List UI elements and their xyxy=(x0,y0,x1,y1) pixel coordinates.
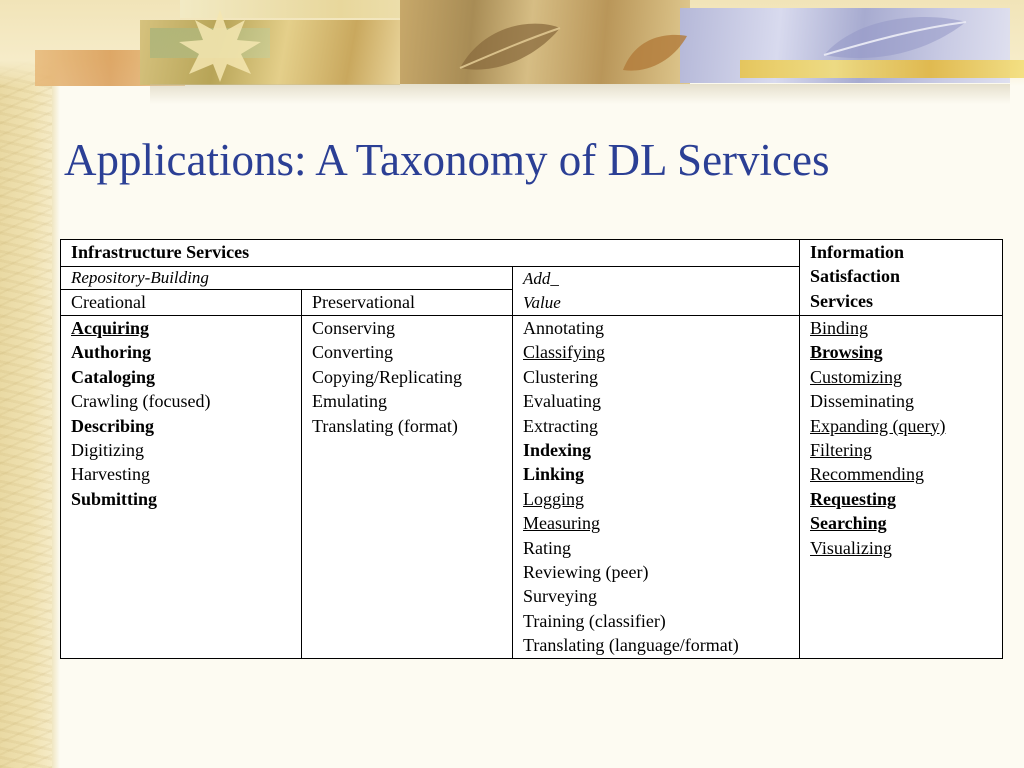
service-item: Describing xyxy=(71,415,154,436)
service-item: Cataloging xyxy=(71,366,156,387)
service-item[interactable]: Recommending xyxy=(810,464,924,485)
slide-title: Applications: A Taxonomy of DL Services xyxy=(64,135,830,185)
leaf-icon xyxy=(620,30,690,75)
service-item: Submitting xyxy=(71,488,158,509)
service-item: Copying/Replicating xyxy=(312,366,462,387)
maple-leaf-icon xyxy=(175,8,265,83)
service-item[interactable]: Requesting xyxy=(810,488,897,509)
service-item: Disseminating xyxy=(810,391,914,412)
infrastructure-services-header: Infrastructure Services xyxy=(61,240,800,267)
add-value-services-list xyxy=(513,316,800,659)
leaf-collage-banner xyxy=(0,0,1024,110)
service-item: Translating (format) xyxy=(312,415,458,436)
creational-services-list xyxy=(61,316,302,659)
service-item[interactable]: Classifying xyxy=(523,342,606,363)
service-item: Harvesting xyxy=(71,464,150,485)
service-item[interactable]: Logging xyxy=(523,488,584,509)
service-item: Surveying xyxy=(523,586,597,607)
service-item: Training (classifier) xyxy=(523,610,666,631)
service-item: Converting xyxy=(312,342,393,363)
service-item[interactable]: Customizing xyxy=(810,366,903,387)
header-line: Add_ xyxy=(523,269,559,288)
information-satisfaction-services-list xyxy=(800,316,1003,659)
header-line: Value xyxy=(523,293,561,312)
service-item: Linking xyxy=(523,464,585,485)
service-item[interactable]: Filtering xyxy=(810,440,872,461)
service-item: Rating xyxy=(523,537,571,558)
service-item: Emulating xyxy=(312,391,387,412)
header-line: Information xyxy=(810,242,904,262)
service-item[interactable]: Binding xyxy=(810,318,869,338)
service-item: Clustering xyxy=(523,366,598,387)
service-item[interactable]: Browsing xyxy=(810,342,883,363)
preservational-services-list xyxy=(302,316,513,659)
service-item[interactable]: Measuring xyxy=(523,513,600,534)
service-item: Annotating xyxy=(523,318,604,338)
service-item: Conserving xyxy=(312,318,395,338)
header-line: Satisfaction xyxy=(810,266,900,287)
service-item: Digitizing xyxy=(71,440,144,461)
service-item: Extracting xyxy=(523,415,598,436)
leaf-icon xyxy=(455,18,565,78)
leaf-icon xyxy=(820,10,970,65)
parchment-left-border xyxy=(0,0,52,768)
service-item: Reviewing (peer) xyxy=(523,562,649,583)
add-value-header xyxy=(513,267,800,316)
taxonomy-table xyxy=(60,239,1003,659)
service-item[interactable]: Expanding (query) xyxy=(810,415,946,436)
repository-building-header: Repository-Building xyxy=(61,267,513,290)
service-item: Authoring xyxy=(71,342,152,363)
service-item: Indexing xyxy=(523,440,592,461)
banner-shadow xyxy=(150,84,1010,104)
preservational-header: Preservational xyxy=(302,290,513,316)
service-item[interactable]: Visualizing xyxy=(810,537,892,558)
service-item: Evaluating xyxy=(523,391,601,412)
creational-header: Creational xyxy=(61,290,302,316)
header-line: Services xyxy=(810,290,873,311)
service-item[interactable]: Searching xyxy=(810,513,887,534)
service-item[interactable]: Acquiring xyxy=(71,318,150,338)
service-item: Translating (language/format) xyxy=(523,635,739,656)
service-item: Crawling (focused) xyxy=(71,391,211,412)
information-satisfaction-services-header xyxy=(800,240,1003,316)
